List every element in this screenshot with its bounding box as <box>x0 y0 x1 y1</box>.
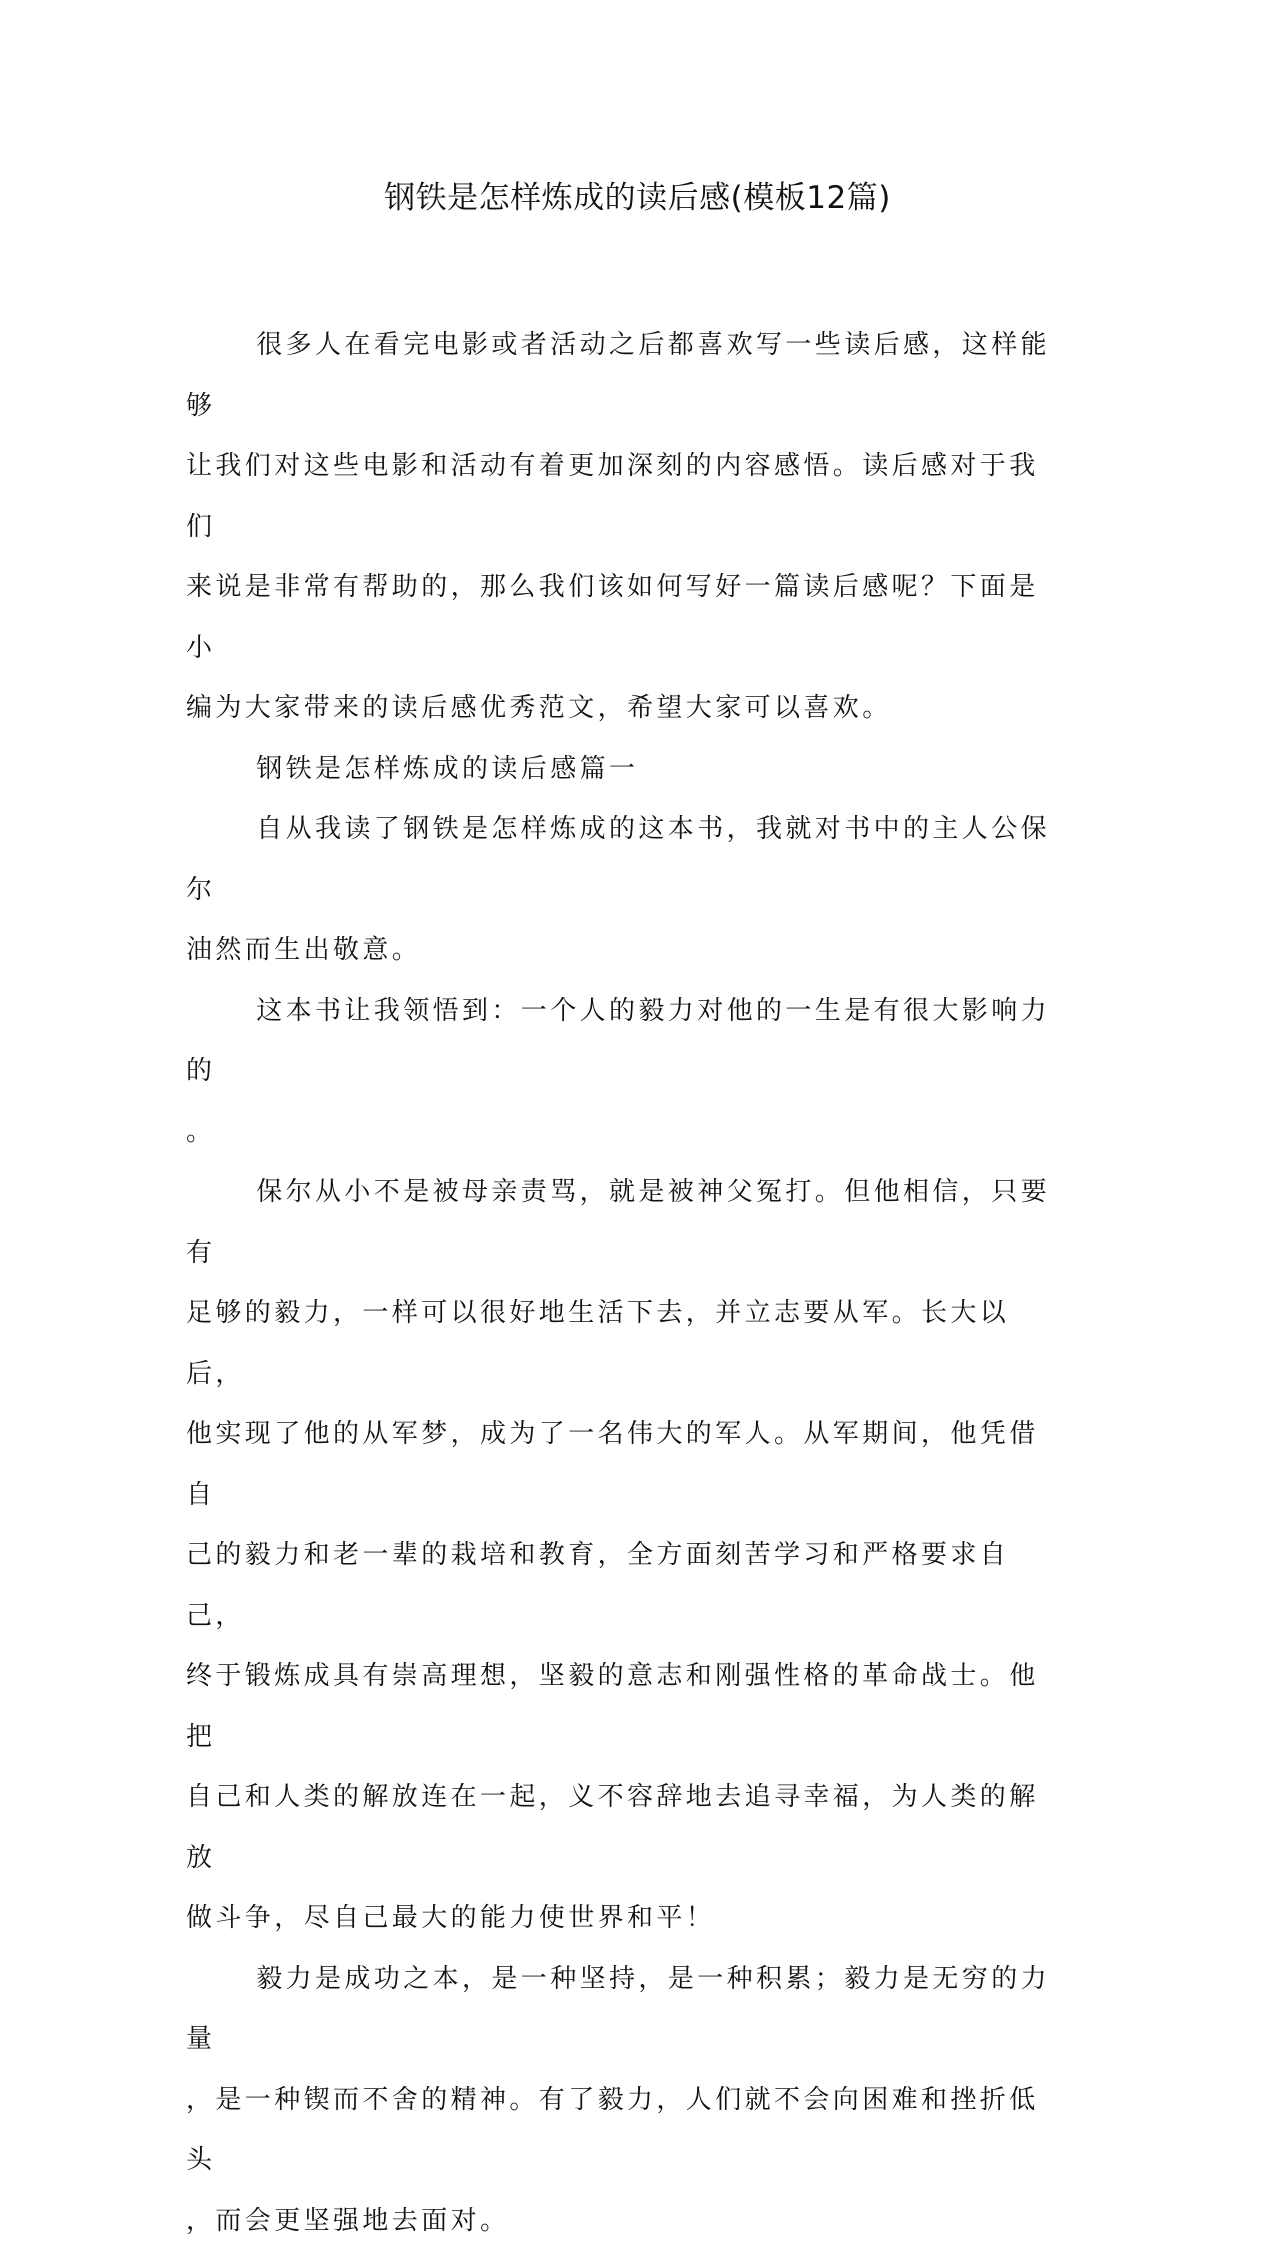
document-body <box>186 315 1066 2251</box>
paragraph: 自从我读了钢铁是怎样炼成的这本书，我就对书中的主人公保尔 油然而生出敬意。 <box>186 799 1066 981</box>
paragraph: 毅力是成功之本，是一种坚持，是一种积累；毅力是无穷的力量 ，是一种锲而不舍的精神。有了毅力，人们就不会向困难和挫折低头 ，而会更坚强地去面对。 <box>186 1949 1066 2251</box>
paragraph: 保尔从小不是被母亲责骂，就是被神父冤打。但他相信，只要有 足够的毅力，一样可以很好地生活下去，并立志要从军。长大以后， 他实现了他的从军梦，成为了一名伟大的军人。从军期间，他凭借自 己的毅力和老一辈的栽培和教育，全方面刻苦学习和严格要求自己， 终于锻炼成具有崇高理想，坚毅的意志和刚强性格的革命战士。他把 自己和人类的解放连在一起，义不容辞地去追寻幸福，为人类的解放 做斗争，尽自己最大的能力使世界和平！ <box>186 1162 1066 1949</box>
document-title: 钢铁是怎样炼成的读后感(模板12篇) <box>0 176 1275 220</box>
paragraph-intro: 很多人在看完电影或者活动之后都喜欢写一些读后感，这样能够 让我们对这些电影和活动有着更加深刻的内容感悟。读后感对于我们 来说是非常有帮助的，那么我们该如何写好一篇读后感呢？下面是小 编为大家带来的读后感优秀范文，希望大家可以喜欢。 <box>186 315 1066 739</box>
section-heading: 钢铁是怎样炼成的读后感篇一 <box>186 739 1066 800</box>
paragraph: 这本书让我领悟到：一个人的毅力对他的一生是有很大影响力的 。 <box>186 981 1066 1163</box>
